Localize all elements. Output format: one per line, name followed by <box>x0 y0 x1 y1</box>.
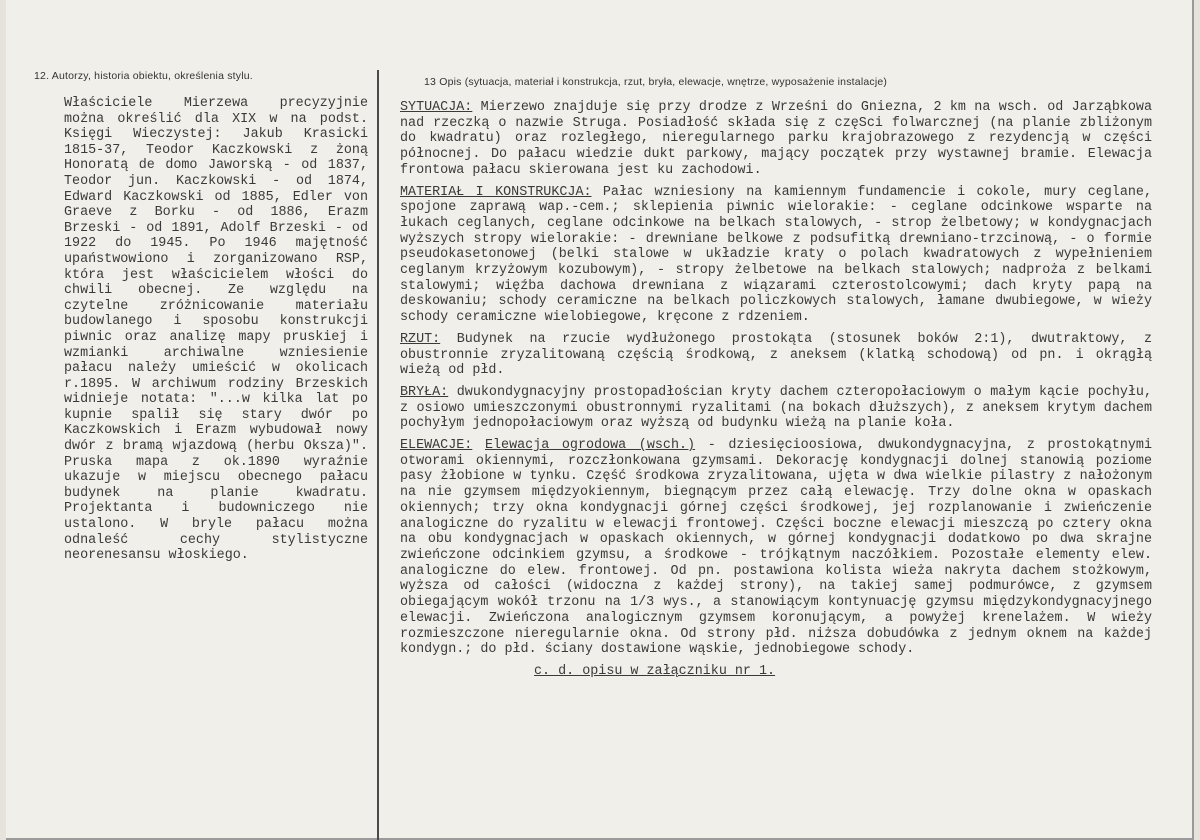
document-card <box>6 0 1194 840</box>
section-sytuacja <box>400 100 1152 179</box>
sytuacja-text: Mierzewo znajduje się przy drodze z Wrześni do Gniezna, 2 km na wsch. od Jarząbkowa nad rzeczką o nazwie Struga. Posiadłość składa się z częSci folwarcznej (na planie zbliżonym do kwadratu) oraz rozległego, nieregularnego parku krajobrazowego z rezydencją w części północnej. Do pałacu wiedzie dukt parkowy, mający początek przy wystawnej bramie. Elewacja frontowa pałacu skierowana jest ku zachodowi. <box>400 100 1152 178</box>
elewacje-subheading: Elewacja ogrodowa (wsch.) <box>484 438 696 454</box>
header-authors-history: 12. Autorzy, historia obiektu, określenia stylu. <box>34 70 253 82</box>
elewacje-text: - dziesięcioosiowa, dwukondygnacyjna, z prostokątnymi otworami okiennymi, rozczłonkowana gzymsami. Dekorację kondygnacji dolnej stanowią poziome pasy żłobione w tynku. Część środkowa zryzalitowana, ujęta w dwa wielkie pilastry z nałożonym na nie gzymsem międzyokiennym, biegnącym przez całą elewację. Trzy dolne okna w opaskach okiennych; trzy okna kondygnacji górnej części środkowej, jej rozplanowanie i zwieńczenie analogiczne do ryzalitu w elewacji frontowej. Części boczne elewacji mieszczą po cztery okna na obu kondygnacjach w opaskach okiennych, w górnej kondygnacji dodatkowo po dwa skrajne zwieńczone odcinkiem gzymsu, a środkowe - trójkątnym naczółkiem. Pozostałe elementy elew. analogiczne do elew. frontowej. Od pn. postawiona kolista wieża nakryta dachem stożkowym, wyższa od całości (widoczna z każdej strony), na takiej samej podmurówce, z gzymsem obiegającym wokół trzonu na 1/3 wys., a stanowiącym kontynuację gzymsu międzykondygnacyjnego elewacji. Zwieńczona analogicznym gzymsem koronującym, a powyżej krenelażem. W wieży rozmieszczone nieregularnie okna. Od strony płd. niższa dobudówka z jednym oknem na każdej kondygn.; do płd. ściany dostawione wąskie, jednobiegowe schody. <box>400 438 1152 658</box>
history-text: Właściciele Mierzewa precyzyjnie można określić dla XIX w na podst. Księgi Wieczystej: Jakub Krasicki 1815-37, Teodor Kaczkowski z żoną Honoratą de domo Jaworską - od 1837, Teodor jun. Kaczkowski - od 1874, Edward Kaczkowski od 1885, Edler von Graeve z Borku - od 1886, Erazm Brzeski - od 1891, Adolf Brzeski - od 1922 do 1945. Po 1946 majętność upaństwowiono i zorganizowano RSP, która jest właścicielem włości do chwili obecnej. Ze względu na czytelne zróżnicowanie materiału budowlanego i sposobu konstrukcji piwnic oraz analizę mapy pruskiej i wzmianki archiwalne wzniesienie pałacu należy umieścić w okolicach r.1895. W archiwum rodziny Brzeskich widnieje notata: "...w kilka lat po kupnie spalił się stary dwór po Kaczkowskich i Erazm wybudował nowy dwór z bramą wjazdową (herbu Oksza)". Pruska mapa z ok.1890 wyraźnie ukazuje w miejscu obecnego pałacu budynek na planie kwadratu. Projektanta i budowniczego nie ustalono. W bryle pałacu można odnaleść cechy stylistyczne neorenesansu włoskiego. <box>64 96 368 564</box>
section-material <box>400 185 1152 326</box>
section-bryla <box>400 385 1152 432</box>
column-divider <box>377 70 379 840</box>
bryla-label: BRYŁA: <box>400 384 449 400</box>
bryla-text: dwukondygnacyjny prostopadłościan kryty dachem czteropołaciowym o małym kącie pochyłu, z osiowo umieszczonymi obustronnymi ryzalitami (na bokach dłuższych), z aneksem krytym dachem pochyłym jednopołaciowym oraz wyższą od budynku wieżą na planie koła. <box>400 384 1152 432</box>
form-header <box>6 64 1192 86</box>
header-description: 13 Opis (sytuacja, materiał i konstrukcja, rzut, bryła, elewacje, wnętrze, wyposażenie instalacje) <box>424 76 888 88</box>
material-text: Pałac wzniesiony na kamiennym fundamencie i cokole, mury ceglane, spojone zaprawą wap.-cem.; sklepienia piwnic wielorakie: - ceglane odcinkowe wsparte na łukach ceglanych, ceglane odcinkowe na belkach stalowych, - strop żelbetowy; w kondygnacjach wyższych stropy wielorakie: - drewniane belkowe z podsufitką drewniano-trzcinową, - o formie pseudokasetonowej (belki stalowe w układzie kraty o polach kwadratowych z wypełnieniem ceglanym krzyżowym kozubowym), - stropy żelbetowe na belkach stalowych; nadproża z belkami stalowymi; więźba dachowa drewniana z wiązarami czterostolcowymi; dach kryty papą na deskowaniu; schody ceramiczne na belkach policzkowych stalowych, łamane dwubiegowe, w wieży schody ceramiczne wielobiegowe, kręcone z rdzeniem. <box>400 184 1152 326</box>
rzut-label: RZUT: <box>400 331 441 347</box>
section-elewacje <box>400 438 1152 658</box>
description-column <box>400 100 1152 680</box>
rzut-text: Budynek na rzucie wydłużonego prostokąta (stosunek boków 2:1), dwutraktowy, z obustronnie zryzalitowaną częścią środkową, z aneksem (klatką schodową) od pn. i okrągłą wieżą od płd. <box>400 331 1152 379</box>
material-label: MATERIAŁ I KONSTRUKCJA: <box>400 184 592 200</box>
section-rzut <box>400 332 1152 379</box>
sytuacja-label: SYTUACJA: <box>400 100 473 115</box>
elewacje-label: ELEWACJE: <box>400 438 473 454</box>
continuation-note: c. d. opisu w załączniku nr 1. <box>534 663 776 679</box>
